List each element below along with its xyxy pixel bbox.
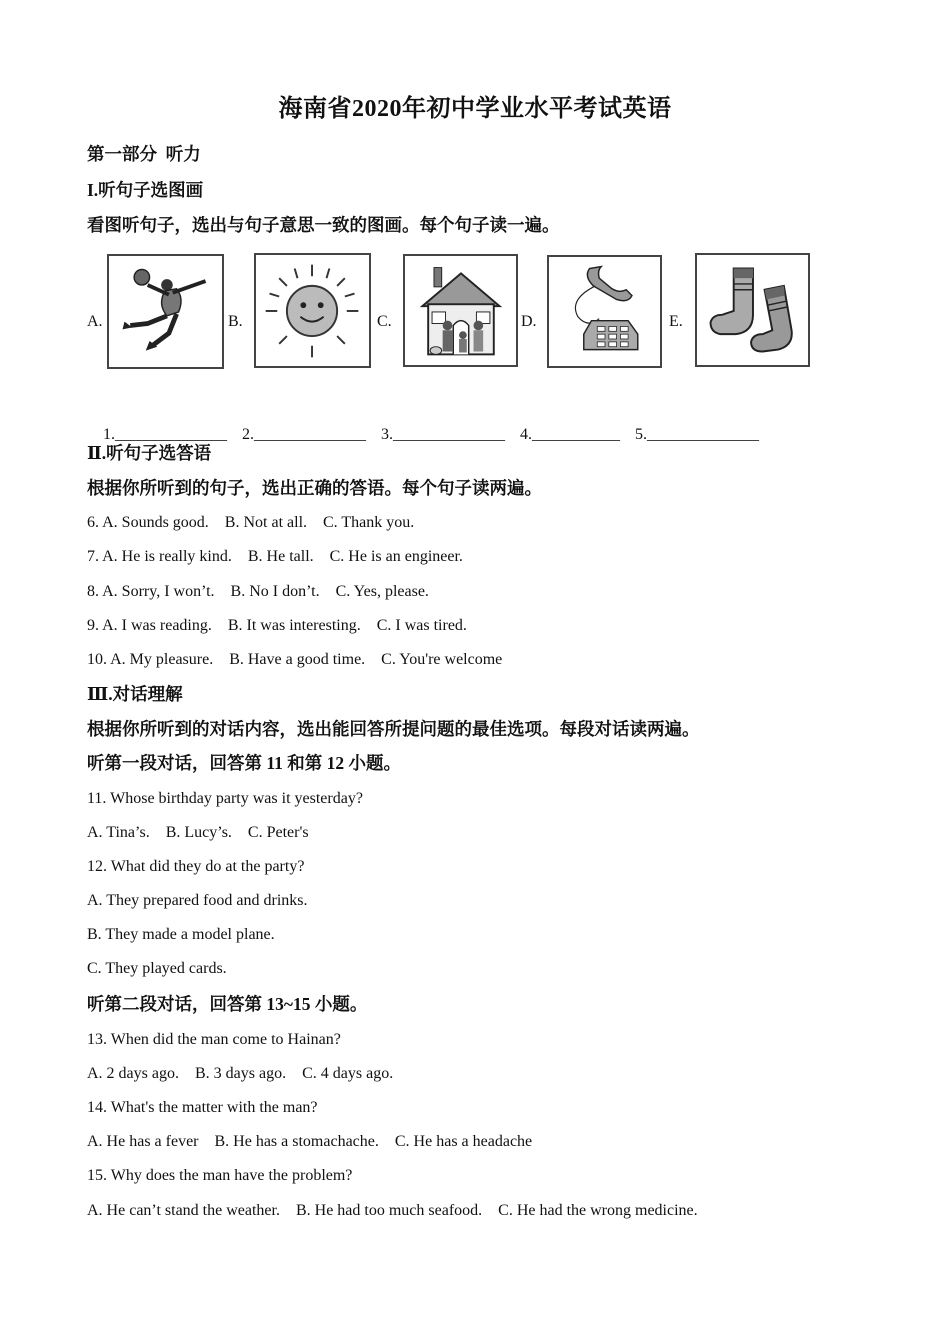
picture-b-label: B. <box>228 313 243 330</box>
section-3-instruction: 根据你所听到的对话内容，选出能回答所提问题的最佳选项。每段对话读两遍。 <box>87 719 700 739</box>
section-1-instruction: 看图听句子，选出与句子意思一致的图画。每个句子读一遍。 <box>87 215 560 235</box>
answer-blank-4[interactable]: 4.___________ <box>520 426 620 443</box>
dialog-2-intro: 听第二段对话，回答第 13~15 小题。 <box>87 994 368 1014</box>
picture-c-label: C. <box>377 313 392 330</box>
dialog-1-intro: 听第一段对话，回答第 11 和第 12 小题。 <box>87 753 402 773</box>
question-14-options: A. He has a fever B. He has a stomachache. C. He has a headache <box>87 1133 533 1150</box>
picture-e-label: E. <box>669 313 683 330</box>
question-11-options: A. Tina’s. B. Lucy’s. C. Peter's <box>87 824 309 841</box>
question-13-options: A. 2 days ago. B. 3 days ago. C. 4 days ago. <box>87 1065 394 1082</box>
question-12-option-c: C. They played cards. <box>87 960 227 977</box>
answer-blank-1[interactable]: 1.______________ <box>103 426 227 443</box>
section-2-heading: Ⅱ.听句子选答语 <box>87 443 212 463</box>
part-heading: 第一部分 听力 <box>87 144 201 164</box>
question-15-options: A. He can’t stand the weather. B. He had too much seafood. C. He had the wrong medicine. <box>87 1202 698 1219</box>
picture-d-label: D. <box>521 313 537 330</box>
picture-a-label: A. <box>87 313 103 330</box>
question-11: 11. Whose birthday party was it yesterday? <box>87 790 363 807</box>
telephone-icon <box>547 255 662 368</box>
socks-icon <box>695 253 810 367</box>
basketball-player-icon <box>107 254 224 369</box>
question-12-option-a: A. They prepared food and drinks. <box>87 892 308 909</box>
family-house-icon <box>403 254 518 367</box>
question-14: 14. What's the matter with the man? <box>87 1099 318 1116</box>
question-8: 8. A. Sorry, I won’t. B. No I don’t. C. Yes, please. <box>87 583 429 600</box>
question-7: 7. A. He is really kind. B. He tall. C. He is an engineer. <box>87 548 463 565</box>
page-title: 海南省2020年初中学业水平考试英语 <box>278 96 672 122</box>
question-12: 12. What did they do at the party? <box>87 858 305 875</box>
question-15: 15. Why does the man have the problem? <box>87 1167 353 1184</box>
section-1-heading: I.听句子选图画 <box>87 180 204 200</box>
question-12-option-b: B. They made a model plane. <box>87 926 275 943</box>
answer-blank-3[interactable]: 3.______________ <box>381 426 505 443</box>
question-10: 10. A. My pleasure. B. Have a good time. C. You're welcome <box>87 651 503 668</box>
question-9: 9. A. I was reading. B. It was interesting. C. I was tired. <box>87 617 467 634</box>
answer-blank-5[interactable]: 5.______________ <box>635 426 759 443</box>
question-6: 6. A. Sounds good. B. Not at all. C. Thank you. <box>87 514 415 531</box>
section-2-instruction: 根据你所听到的句子，选出正确的答语。每个句子读两遍。 <box>87 478 542 498</box>
picture-options <box>87 253 827 369</box>
question-13: 13. When did the man come to Hainan? <box>87 1031 341 1048</box>
smiling-sun-icon <box>254 253 371 368</box>
section-3-heading: Ⅲ.对话理解 <box>87 684 183 704</box>
answer-blank-2[interactable]: 2.______________ <box>242 426 366 443</box>
